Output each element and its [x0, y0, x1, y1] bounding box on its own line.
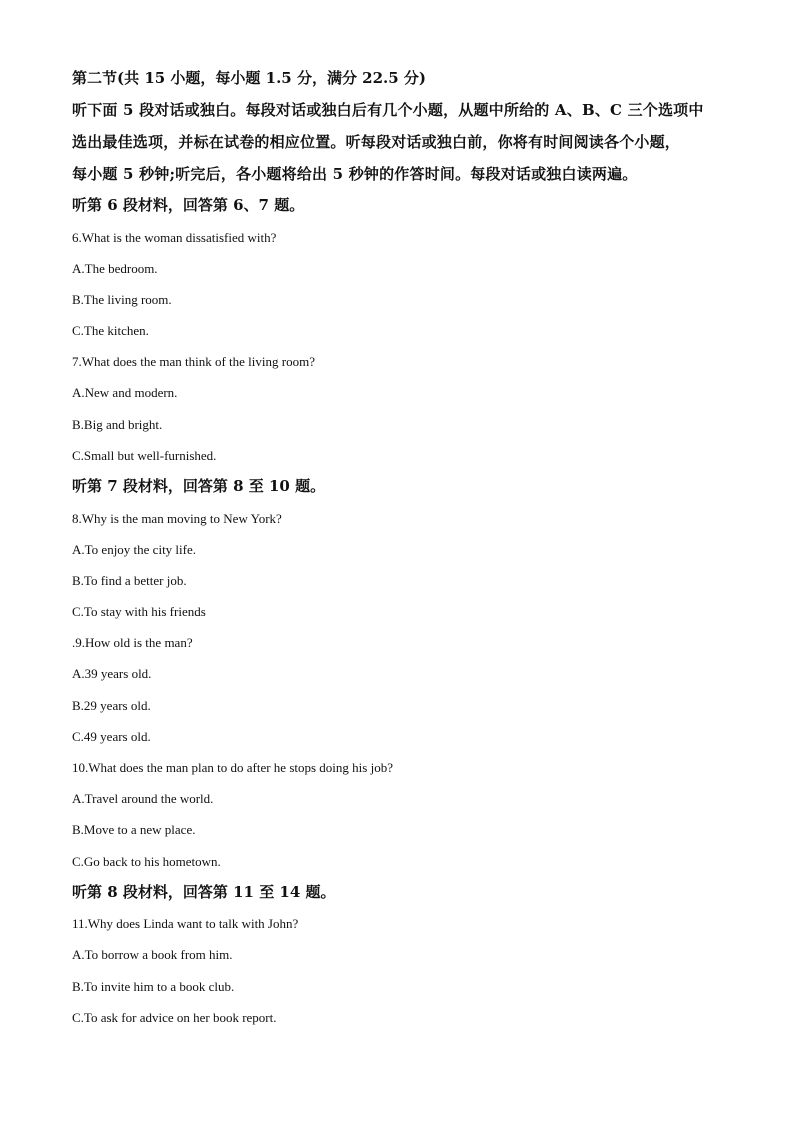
option-c: C.Go back to his hometown.	[72, 853, 221, 869]
question-text: 8.Why is the man moving to New York?	[72, 510, 282, 526]
question-text: 6.What is the woman dissatisfied with?	[72, 229, 277, 245]
question-group	[72, 877, 732, 1033]
option-a: A.Travel around the world.	[72, 791, 214, 807]
option-c: C.To ask for advice on her book report.	[72, 1009, 277, 1025]
option-c: C.To stay with his friends	[72, 604, 206, 620]
option-a: A.New and modern.	[72, 385, 178, 401]
question-text: 10.What does the man plan to do after he stops doing his job?	[72, 760, 393, 775]
option-b: B.The living room.	[72, 291, 172, 307]
instructions	[72, 94, 732, 190]
option-a: A.The bedroom.	[72, 260, 158, 276]
option-c: C.The kitchen.	[72, 323, 149, 339]
instruction-line: 选出最佳选项，并标在试卷的相应位置。听每段对话或独白前，你将有时间阅读各个小题，	[72, 133, 681, 151]
section-title: 第二节(共 15 小题，每小题 1.5 分，满分 22.5 分)	[72, 69, 427, 87]
option-c: C.Small but well-furnished.	[72, 447, 217, 463]
group-heading: 听第 7 段材料，回答第 8 至 10 题。	[72, 477, 326, 495]
group-heading: 听第 8 段材料，回答第 11 至 14 题。	[72, 882, 336, 901]
option-b: B.Move to a new place.	[72, 822, 196, 838]
instruction-line: 每小题 5 秒钟;听完后，各小题将给出 5 秒钟的作答时间。每段对话或独白读两遍。	[72, 165, 638, 183]
question-text: 7.What does the man think of the living room?	[72, 354, 315, 370]
option-a: A.To enjoy the city life.	[72, 541, 197, 557]
group-heading: 听第 6 段材料，回答第 6、7 题。	[72, 196, 305, 214]
question-group	[72, 190, 732, 471]
question-text: 11.Why does Linda want to talk with John?	[72, 916, 299, 932]
option-a: A.To borrow a book from him.	[72, 947, 233, 963]
instruction-line: 听下面 5 段对话或独白。每段对话或独白后有几个小题，从题中所给的 A、B、C 三个选项中	[72, 101, 704, 119]
option-b: B.Big and bright.	[72, 416, 163, 432]
option-b: B.To find a better job.	[72, 572, 187, 588]
option-c: C.49 years old.	[72, 728, 151, 744]
question-group	[72, 471, 732, 877]
question-text: .9.How old is the man?	[72, 635, 193, 651]
option-b: B.To invite him to a book club.	[72, 978, 235, 994]
option-a: A.39 years old.	[72, 666, 152, 682]
document-page	[72, 62, 732, 1033]
option-b: B.29 years old.	[72, 697, 151, 713]
